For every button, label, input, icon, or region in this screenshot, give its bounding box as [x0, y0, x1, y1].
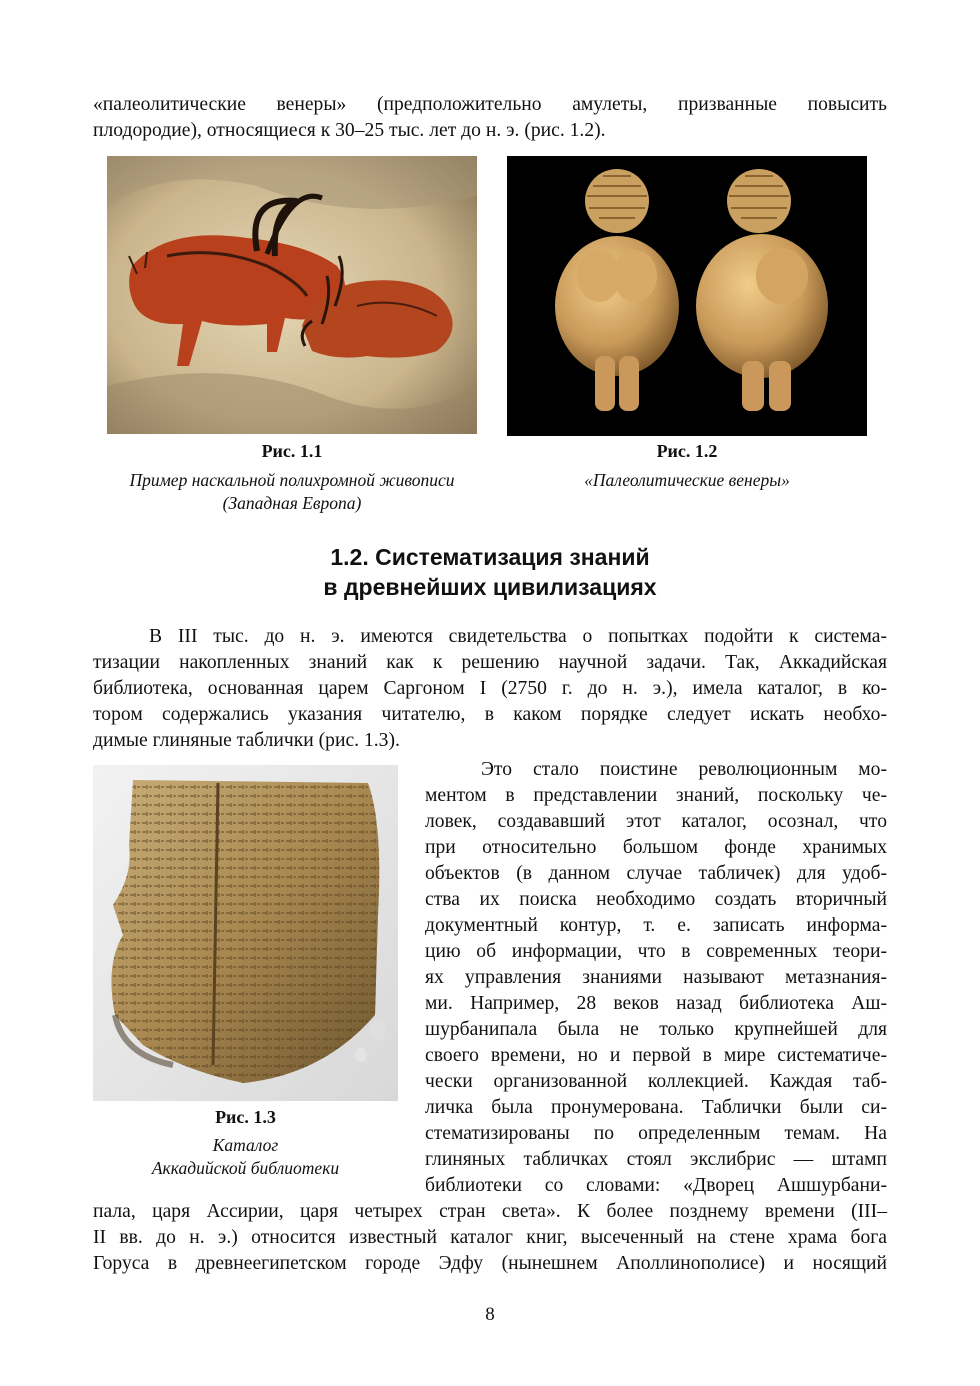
- figure-1-1-cave-painting: [107, 156, 477, 434]
- section-title-line: в древнейших цивилизациях: [323, 574, 657, 600]
- section-title: [93, 542, 887, 602]
- paragraph-2-wrapped: [425, 757, 887, 1199]
- text-line: тизации накопленных знаний как к решению научной задачи. Так, Аккадийская: [93, 652, 887, 673]
- page-number: 8: [485, 1304, 495, 1325]
- figure-1-1-label: Рис. 1.1: [261, 441, 323, 461]
- text-line: плодородие), относящиеся к 30–25 тыс. лет до н. э. (рис. 1.2).: [93, 120, 606, 141]
- paragraph-1: [93, 624, 887, 754]
- caption-line: Пример наскальной полихромной живописи: [129, 470, 455, 490]
- text-line: личка была пронумерована. Таблички были си-: [425, 1097, 887, 1118]
- text-line: чески организованной коллекцией. Каждая таб-: [425, 1071, 887, 1092]
- figure-1-2-venus-figurines: [507, 156, 867, 436]
- text-line: пала, царя Ассирии, царя четырех стран света». К более позднему времени (III–: [93, 1201, 887, 1222]
- figure-1-2-caption: [507, 469, 867, 492]
- figure-1-3-clay-tablet: [93, 765, 398, 1101]
- caption-line: Каталог: [212, 1135, 279, 1155]
- caption-line: (Западная Европа): [222, 493, 362, 513]
- text-line: II вв. до н. э.) относится известный каталог книг, высеченный на стене храма бога: [93, 1227, 887, 1248]
- text-line: при относительно большом фонде хранимых: [425, 837, 887, 858]
- text-line: ми. Например, 28 веков назад библиотека Аш-: [425, 993, 887, 1014]
- text-line: шурбанипала была не только крупнейшей для: [425, 1019, 887, 1040]
- intro-text: [93, 92, 887, 144]
- text-line: «палеолитические венеры» (предположительно амулеты, призванные повысить: [93, 94, 887, 115]
- text-line: своего времени, но и первой в мире систематиче-: [425, 1045, 887, 1066]
- text-line: ях управления знаниями называют метазнания-: [425, 967, 887, 988]
- text-line: цию об информации, что в современных теори-: [425, 941, 887, 962]
- figure-1-1-caption: [80, 469, 504, 515]
- text-line: ментом в представлении знаний, поскольку че-: [425, 785, 887, 806]
- section-title-line: 1.2. Систематизация знаний: [330, 544, 650, 570]
- figure-1-3-caption: [93, 1134, 398, 1180]
- caption-line: «Палеолитические венеры»: [584, 470, 790, 490]
- text-line: библиотека, основанная царем Саргоном I (2750 г. до н. э.), имела каталог, в ко-: [93, 678, 887, 699]
- text-line: ства их поиска необходимо создать вторичный: [425, 889, 887, 910]
- figure-1-3-label: Рис. 1.3: [215, 1107, 276, 1127]
- text-line: ловек, создававший этот каталог, осознал, что: [425, 811, 887, 832]
- text-line: глиняных табличках стоял экслибрис — штамп: [425, 1149, 887, 1170]
- text-line: димые глиняные таблички (рис. 1.3).: [93, 730, 400, 751]
- paragraph-2-continued: [93, 1199, 887, 1277]
- text-line: библиотеки со словами: «Дворец Ашшурбани-: [425, 1175, 887, 1196]
- text-line: объектов (в данном случае табличек) для удоб-: [425, 863, 887, 884]
- text-line: документный контур, т. е. записать информа-: [425, 915, 887, 936]
- figure-1-2-label: Рис. 1.2: [656, 441, 718, 461]
- text-line: Горуса в древнеегипетском городе Эдфу (нынешнем Аполлинополисе) и носящий: [93, 1253, 887, 1274]
- text-line: Это стало поистине революционным мо-: [481, 759, 887, 780]
- text-line: В III тыс. до н. э. имеются свидетельства о попытках подойти к система-: [149, 626, 887, 647]
- text-line: стематизированы по определенным темам. На: [425, 1123, 887, 1144]
- text-line: тором содержались указания читателю, в каком порядке следует искать необхо-: [93, 704, 887, 725]
- caption-line: Аккадийской библиотеки: [151, 1158, 340, 1178]
